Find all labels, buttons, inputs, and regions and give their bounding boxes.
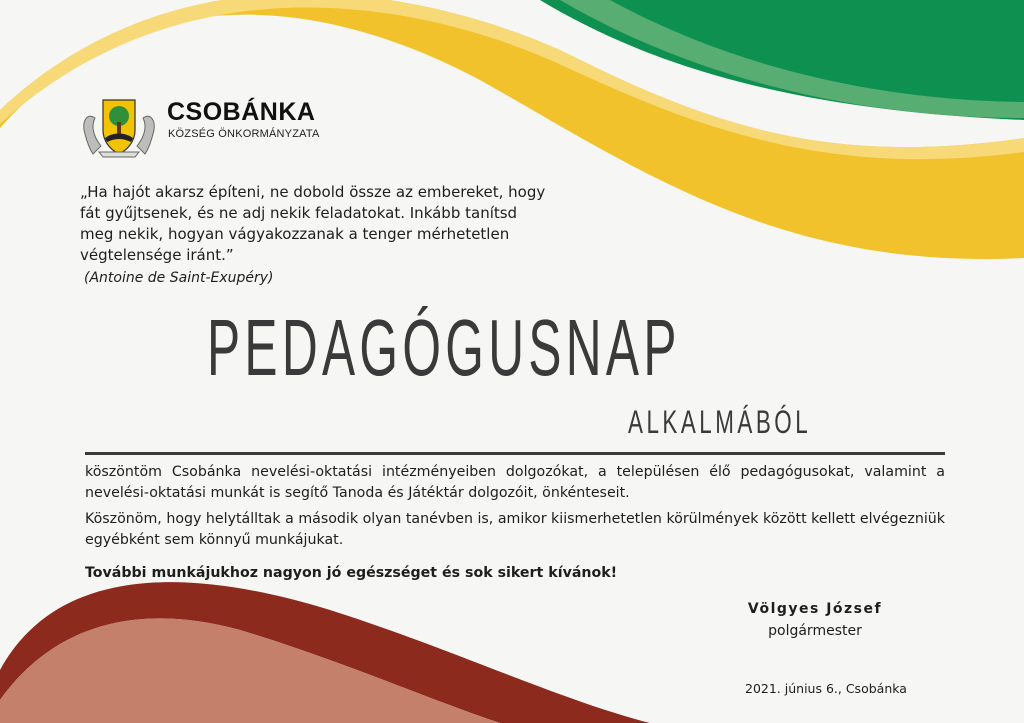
logo-subtitle: KÖZSÉG ÖNKORMÁNYZATA [168,128,320,140]
date-place: 2021. június 6., Csobánka [745,681,907,696]
quote-block [80,182,550,289]
page-subtitle: ALKALMÁBÓL [628,404,812,440]
logo-name: CSOBÁNKA [167,98,316,126]
page-title: PEDAGÓGUSNAP [207,303,681,392]
body-paragraph-2: Köszönöm, hogy helytálltak a második olyan tanévben is, amikor kiismerhetetlen körülmények között kellett elvégezniük egyébként sem könnyű munkájukat. [85,511,945,548]
greeting-body [85,462,945,589]
quote-text: „Ha hajót akarsz építeni, ne dobold össze az embereket, hogy fát gyűjtsenek, és ne adj nekik feladatokat. Inkább tanítsd meg nekik, hogyan vágyakozzanak a tenger mérhetetlen végtelensége iránt.” [80,183,546,264]
municipality-logo [79,96,339,158]
divider-line [85,452,945,455]
body-paragraph-1: köszöntöm Csobánka nevelési-oktatási intézményeiben dolgozókat, a településen élő pedagógusokat, valamint a nevelési-oktatási munkát is segítő Tanoda és Játéktár dolgozóit, önkénteseit. [85,464,945,501]
closing-wish: További munkájukhoz nagyon jó egészséget és sok sikert kívánok! [85,565,618,581]
quote-author: (Antoine de Saint-Exupéry) [84,270,274,286]
signature-block [740,601,890,639]
signer-title: polgármester [768,623,862,639]
signer-name: Völgyes József [747,601,883,617]
csobanka-coat-of-arms-icon [79,96,159,158]
